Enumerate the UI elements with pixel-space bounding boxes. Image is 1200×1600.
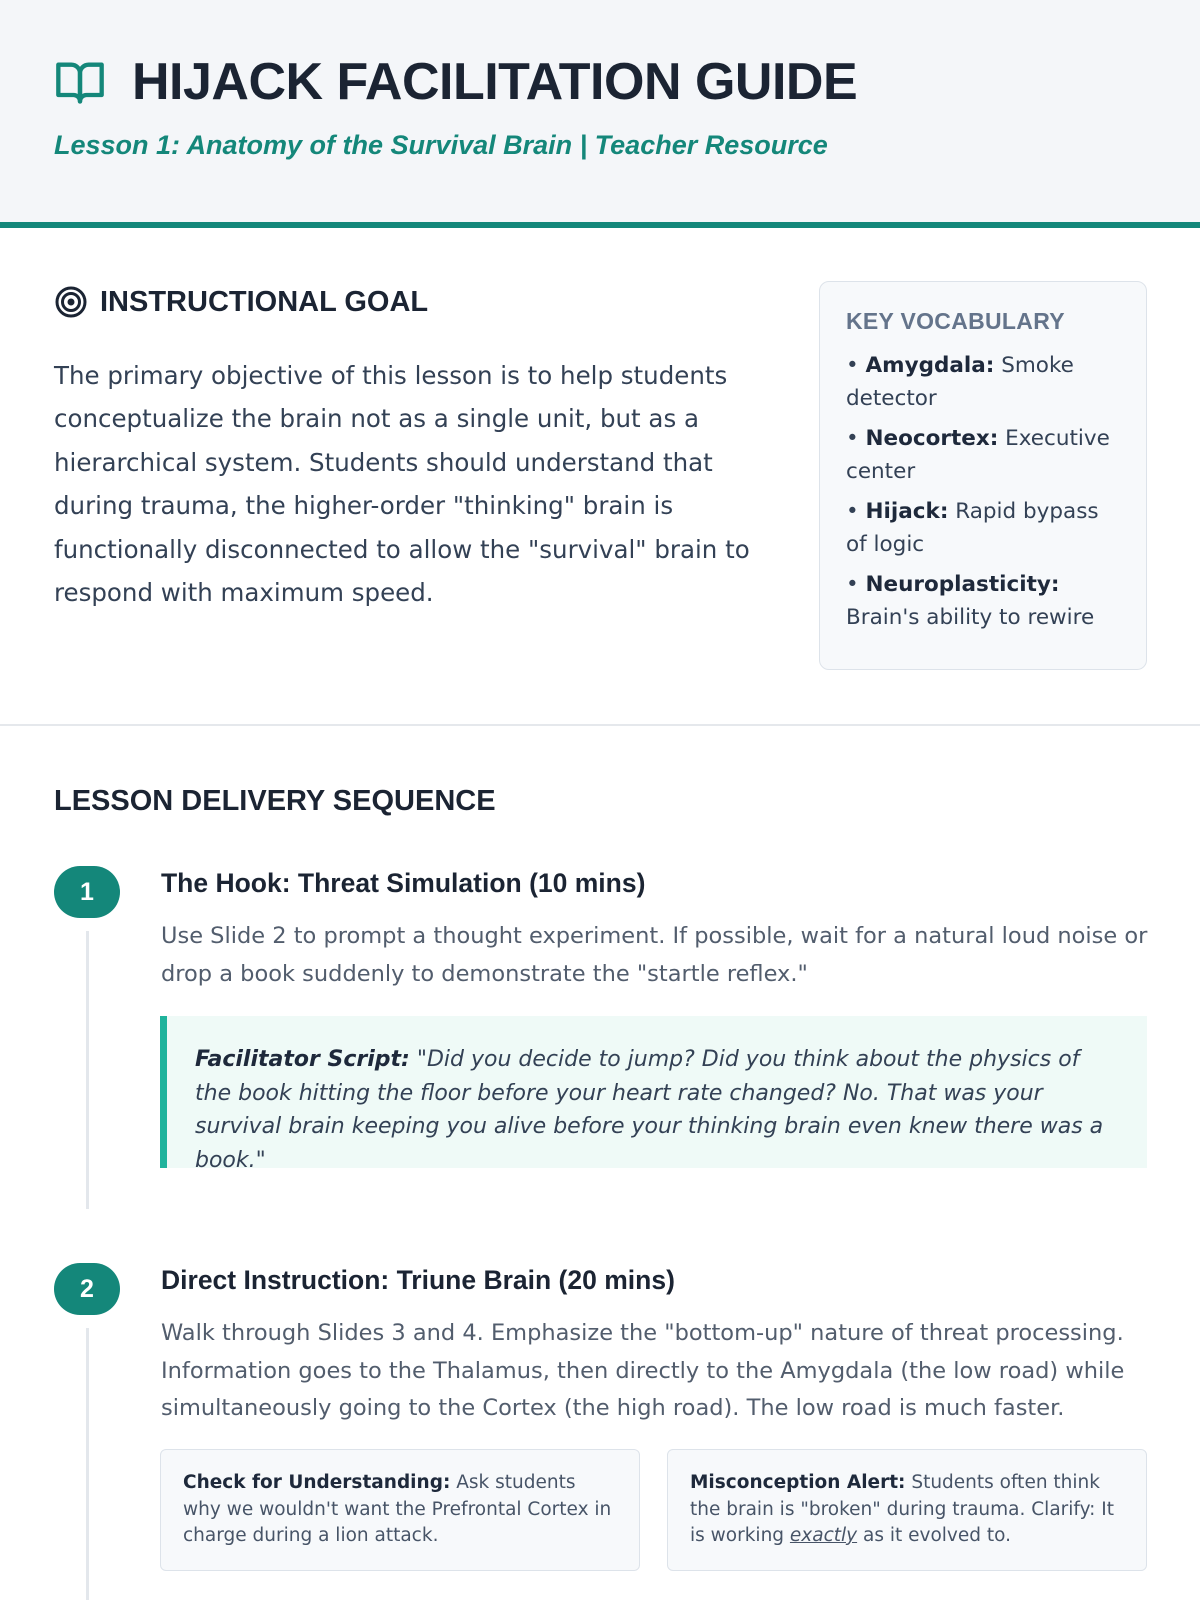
section-divider <box>0 724 1200 726</box>
timeline-connector <box>86 1328 89 1600</box>
step-number-badge: 2 <box>54 1263 120 1315</box>
vocabulary-definition: Brain's ability to rewire <box>846 605 1095 630</box>
misconception-alert-card <box>667 1449 1147 1571</box>
vocabulary-definition: Smoke detector <box>846 353 1074 411</box>
step-body: Use Slide 2 to prompt a thought experiment. If possible, wait for a natural loud noise or drop a book suddenly to demonstrate the "startle reflex." <box>161 923 1148 987</box>
facilitator-script-box <box>160 1016 1147 1173</box>
step-number-badge: 1 <box>54 866 120 918</box>
key-vocabulary-box <box>819 281 1147 670</box>
timeline-connector <box>86 931 89 1209</box>
alert-text-end: as it evolved to. <box>857 1525 1011 1546</box>
title-row <box>54 52 857 112</box>
page-title: HIJACK FACILITATION GUIDE <box>132 53 858 111</box>
check-for-understanding-card <box>160 1449 640 1571</box>
check-label: Check for Understanding: <box>183 1472 451 1493</box>
page-header <box>0 0 1200 228</box>
vocabulary-term: Hijack: <box>865 499 949 524</box>
goal-body: The primary objective of this lesson is to help students conceptualize the brain not as a single unit, but as a hierarchical system. Students should understand that during trauma, the higher-order "thinking" brain is functionally disconnected to allow the "survival" brain to respond with maximum speed. <box>54 361 750 608</box>
open-book-icon <box>54 56 106 108</box>
check-text: Ask students why we wouldn't want the Prefrontal Cortex in charge during a lion attack. <box>183 1472 612 1546</box>
alert-text: Students often think the brain is "broken" during trauma. Clarify: It is working <box>690 1472 1115 1546</box>
vocabulary-item: • Neuroplasticity: Brain's ability to rewire <box>846 572 1095 630</box>
vocabulary-item: • Amygdala: Smoke detector <box>846 353 1074 411</box>
vocabulary-term: Neuroplasticity: <box>865 572 1060 597</box>
vocabulary-term: Amygdala: <box>865 353 995 378</box>
page-subtitle: Lesson 1: Anatomy of the Survival Brain | Teacher Resource <box>54 130 828 160</box>
vocabulary-definition: Executive center <box>846 426 1110 484</box>
step-title: Direct Instruction: Triune Brain (20 mins) <box>161 1265 675 1295</box>
vocabulary-item: • Neocortex: Executive center <box>846 426 1110 484</box>
step-body: Walk through Slides 3 and 4. Emphasize the "bottom-up" nature of threat processing. Information goes to the Thalamus, then directly to the Amygdala (the low road) while simultaneously going to the Cortex (the high road). The low road is much faster. <box>161 1320 1125 1421</box>
sequence-title: LESSON DELIVERY SEQUENCE <box>54 785 496 817</box>
vocabulary-term: Neocortex: <box>865 426 999 451</box>
goal-heading <box>54 285 428 319</box>
script-label: Facilitator Script: <box>195 1047 410 1072</box>
vocabulary-item: • Hijack: Rapid bypass of logic <box>846 499 1099 557</box>
goal-title: INSTRUCTIONAL GOAL <box>100 285 429 318</box>
vocabulary-definition: Rapid bypass of logic <box>846 499 1099 557</box>
alert-label: Misconception Alert: <box>690 1472 906 1493</box>
target-icon <box>54 285 88 319</box>
step-title: The Hook: Threat Simulation (10 mins) <box>161 868 646 898</box>
alert-emphasis: exactly <box>789 1525 858 1546</box>
script-text: "Did you decide to jump? Did you think about the physics of the book hitting the floor before your heart rate changed? No. That was your survival brain keeping you alive before your thinking brain even knew there was a book." <box>195 1047 1104 1173</box>
vocabulary-title: KEY VOCABULARY <box>846 308 1065 334</box>
